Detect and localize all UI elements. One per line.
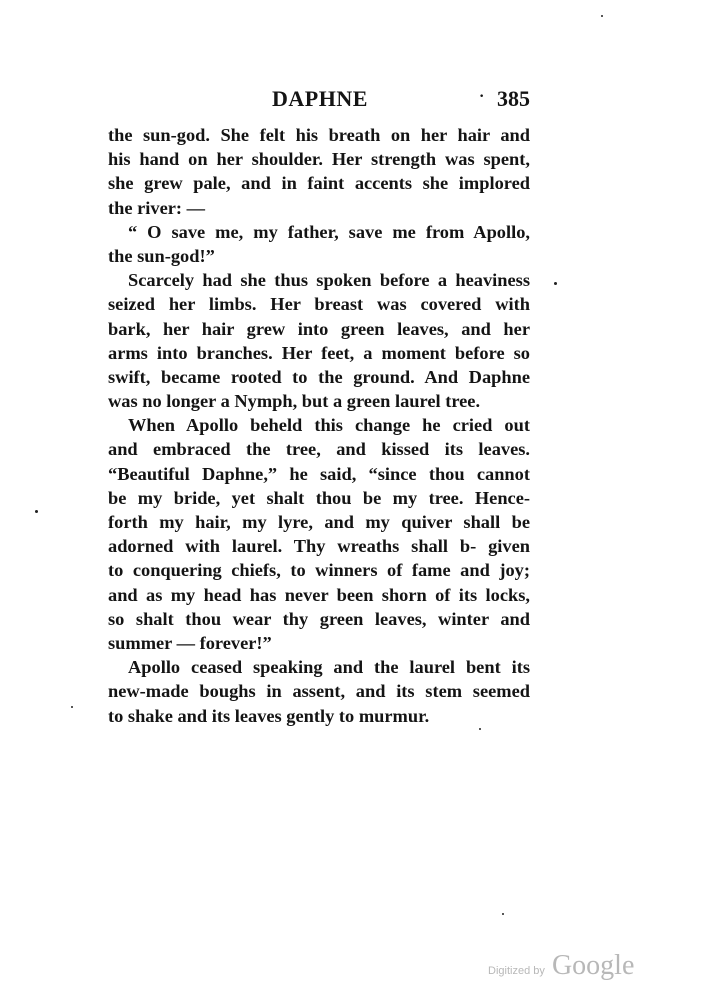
text-line: swift, became rooted to the ground. And Daphne (108, 366, 530, 387)
page-number: 385 (497, 86, 530, 111)
scan-speck (71, 706, 73, 708)
text-line: was no longer a Nymph, but a green laurel tree. (108, 391, 481, 412)
chapter-title: DAPHNE (272, 86, 368, 111)
text-line: and as my head has never been shorn of its locks, (108, 584, 530, 605)
text-line: arms into branches. Her feet, a moment before so (108, 342, 530, 363)
text-line: his hand on her shoulder. Her strength was spent, (108, 149, 530, 170)
text-line: Scarcely had she thus spoken before a heaviness (128, 270, 530, 291)
digitized-label: Digitized by (488, 965, 545, 977)
scan-speck (554, 282, 557, 285)
text-line: adorned with laurel. Thy wreaths shall b- given (108, 536, 530, 557)
digitized-watermark (488, 950, 634, 984)
text-line: to shake and its leaves gently to murmur. (108, 705, 430, 726)
scan-speck (479, 728, 481, 730)
text-line: “Beautiful Daphne,” he said, “since thou cannot (108, 463, 530, 484)
text-line: “ O save me, my father, save me from Apollo, (128, 221, 530, 242)
text-line: the sun-god. She felt his breath on her hair and (108, 125, 530, 145)
text-line: Apollo ceased speaking and the laurel bent its (128, 657, 530, 678)
running-header (108, 86, 530, 116)
scan-speck (35, 510, 38, 513)
body-text (108, 123, 530, 728)
text-line: the sun-god!” (108, 245, 215, 266)
text-line: seized her limbs. Her breast was covered with (108, 294, 530, 315)
text-line: the river: — (108, 197, 206, 218)
text-line: so shalt thou wear thy green leaves, winter and (108, 608, 530, 629)
text-line: bark, her hair grew into green leaves, and her (108, 318, 530, 339)
text-line: to conquering chiefs, to winners of fame and joy; (108, 560, 530, 581)
text-line: When Apollo beheld this change he cried out (128, 415, 530, 436)
header-mark: · (479, 88, 485, 105)
text-line: new-made boughs in assent, and its stem seemed (108, 681, 530, 702)
scan-speck (601, 15, 603, 17)
text-line: and embraced the tree, and kissed its leaves. (108, 439, 530, 460)
google-logo: Google (551, 950, 635, 981)
text-line: be my bride, yet shalt thou be my tree. Hence- (108, 487, 530, 508)
text-line: summer — forever!” (108, 632, 272, 653)
text-line: forth my hair, my lyre, and my quiver shall be (108, 512, 530, 532)
scan-speck (502, 913, 504, 915)
text-line: she grew pale, and in faint accents she implored (108, 173, 530, 194)
